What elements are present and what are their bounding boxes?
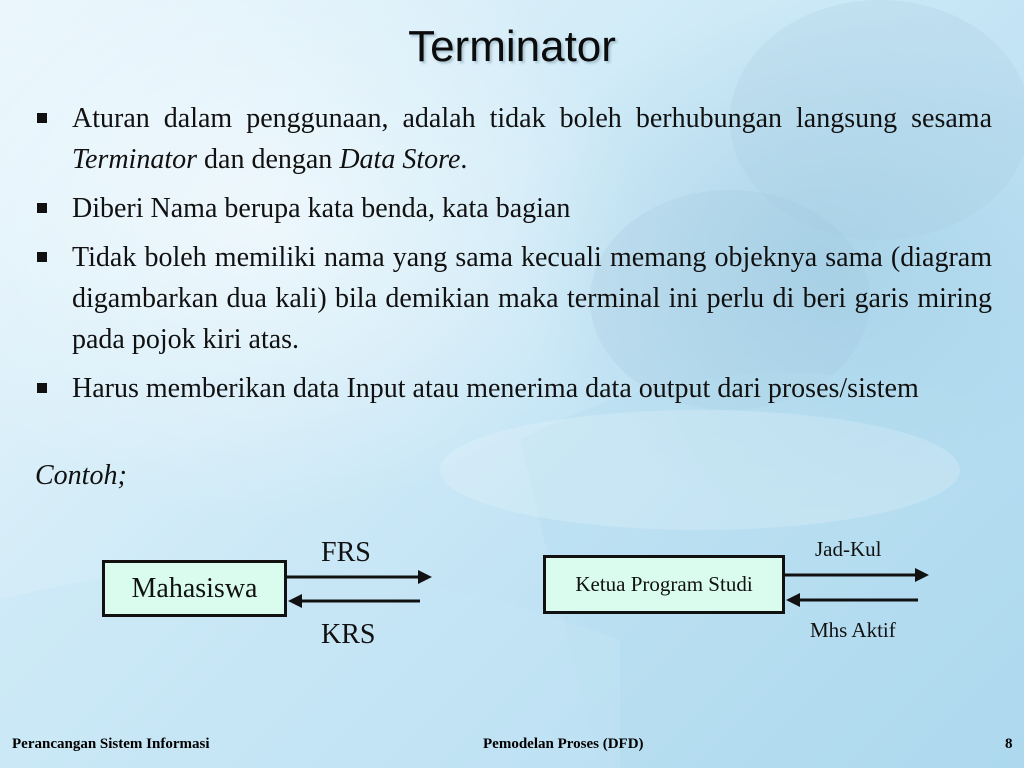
square-bullet-icon (30, 368, 72, 409)
bullet-text (72, 368, 992, 409)
bullet-text-part: . (460, 144, 468, 175)
footer-page-number: 8 (1005, 736, 1013, 752)
flow-label-out-left: FRS (321, 537, 371, 568)
bullet-item (30, 188, 992, 229)
footer-course-title: Perancangan Sistem Informasi (12, 736, 210, 752)
bullet-text (72, 98, 992, 180)
bullet-item (30, 98, 992, 180)
bullet-item (30, 237, 992, 360)
square-bullet-icon (30, 98, 72, 139)
footer-topic: Pemodelan Proses (DFD) (483, 736, 644, 752)
bullet-text-part: Diberi Nama berupa kata benda, kata bagian (72, 193, 571, 224)
bullet-item (30, 368, 992, 409)
terminator-box-mahasiswa: Mahasiswa (102, 560, 287, 617)
bullet-text-emphasis: Data Store (339, 144, 461, 175)
flow-label-in-left: KRS (321, 619, 376, 650)
flow-label-out-right: Jad-Kul (815, 537, 882, 561)
bullet-text (72, 237, 992, 360)
bullet-text-part: dan dengan (197, 144, 340, 175)
flow-label-in-right: Mhs Aktif (810, 618, 896, 642)
example-label: Contoh; (35, 460, 127, 491)
bullet-text-part: Aturan dalam penggunaan, adalah tidak boleh berhubungan langsung sesama (72, 103, 992, 134)
bullet-text-emphasis: Terminator (72, 144, 198, 175)
terminator-box-ketua-program-studi: Ketua Program Studi (543, 555, 785, 614)
arrow-left-icon (288, 594, 420, 608)
arrow-right-icon (785, 568, 929, 582)
bullet-list (30, 98, 992, 417)
arrow-left-icon (786, 593, 918, 607)
bullet-text-part: Harus memberikan data Input atau menerima data output dari proses/sistem (72, 373, 919, 404)
bullet-text-part: Tidak boleh memiliki nama yang sama kecuali memang objeknya sama (diagram digambarkan dua kali) bila demikian maka terminal ini perlu di beri garis miring pada pojok kiri atas. (72, 242, 992, 355)
slide-title: Terminator (408, 22, 616, 71)
bullet-text (72, 188, 992, 229)
square-bullet-icon (30, 237, 72, 278)
square-bullet-icon (30, 188, 72, 229)
arrow-right-icon (287, 570, 432, 584)
